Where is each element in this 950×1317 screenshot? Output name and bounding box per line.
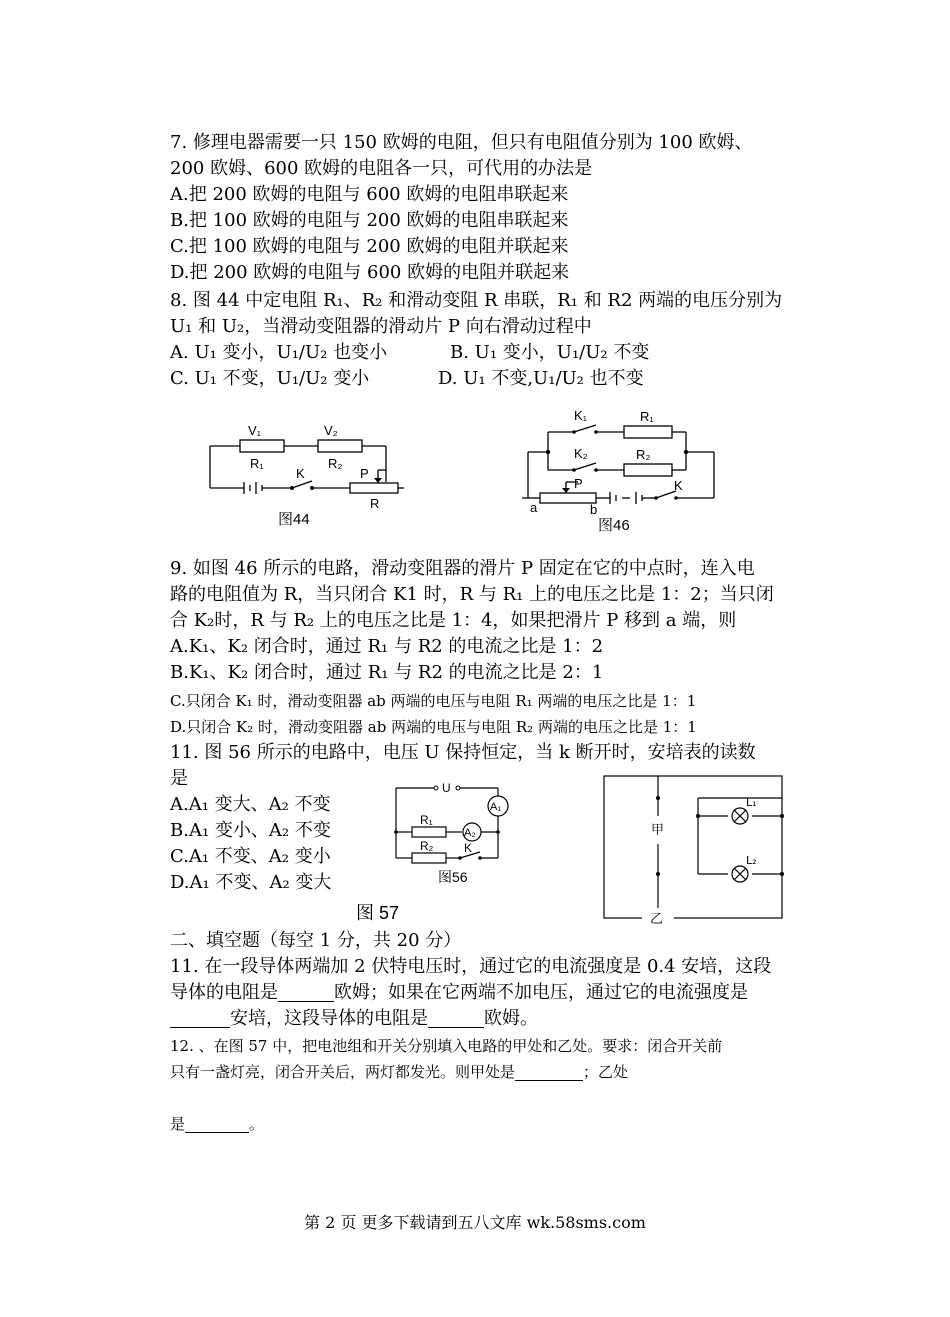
- q12-line2: [170, 1060, 628, 1084]
- fig46-r2-label: R₂: [636, 447, 651, 462]
- q11-fill-line1: 11. 在一段导体两端加 2 伏特电压时，通过它的电流强度是 0.4 安培，这段: [170, 956, 772, 977]
- q11-option-c: C.A₁ 不变、A₂ 变小: [170, 846, 331, 867]
- fig46-k-label: K: [674, 478, 683, 493]
- fig56-k-label: K: [464, 841, 473, 855]
- q11-option-d: D.A₁ 不变、A₂ 变大: [170, 872, 332, 893]
- fig46-caption: 图46: [598, 517, 630, 534]
- answer-blank-3[interactable]: [428, 1009, 484, 1028]
- q8-option-a: A. U₁ 变小，U₁/U₂ 也变小: [170, 342, 388, 363]
- q8-option-c: C. U₁ 不变，U₁/U₂ 变小: [170, 368, 370, 389]
- fig44-v2-label: V₂: [324, 423, 338, 438]
- fig56-r1-label: R₁: [420, 813, 433, 827]
- q9-option-d: D.只闭合 K₂ 时，滑动变阻器 ab 两端的电压与电阻 R₂ 两端的电压之比是 1：1: [170, 718, 697, 736]
- q7-option-b: B.把 100 欧姆的电阻与 200 欧姆的电阻串联起来: [170, 210, 569, 231]
- figure-57: [598, 770, 788, 924]
- section-2-heading: 二、填空题（每空 1 分，共 20 分）: [170, 930, 462, 951]
- q7-option-a: A.把 200 欧姆的电阻与 600 欧姆的电阻串联起来: [170, 184, 569, 205]
- fig57-caption: 图 57: [356, 903, 400, 923]
- answer-blank-1[interactable]: [278, 983, 334, 1002]
- answer-blank-jia[interactable]: [515, 1064, 583, 1081]
- fig44-p-label: P: [360, 466, 369, 481]
- q9-option-b: B.K₁、K₂ 闭合时，通过 R₁ 与 R2 的电流之比是 2：1: [170, 662, 604, 683]
- q8-stem-line1: 8. 图 44 中定电阻 R₁、R₂ 和滑动变阻 R 串联，R₁ 和 R2 两端的电压分别为: [170, 290, 783, 311]
- q11-stem-line1: 11. 图 56 所示的电路中，电压 U 保持恒定，当 k 断开时，安培表的读数: [170, 742, 756, 763]
- q7-option-c: C.把 100 欧姆的电阻与 200 欧姆的电阻并联起来: [170, 236, 569, 257]
- q11-fill-text-c: 安培，这段导体的电阻是: [230, 1008, 428, 1029]
- fig46-a-label: a: [530, 500, 538, 515]
- fig57-yi-label: 乙: [650, 912, 664, 924]
- q12-line1: 12. 、在图 57 中，把电池组和开关分别填入电路的甲处和乙处。要求：闭合开关前: [170, 1037, 723, 1055]
- figure-46: [518, 406, 728, 536]
- q7-stem-line2: 200 欧姆、600 欧姆的电阻各一只，可代用的办法是: [170, 158, 593, 179]
- q12-text-a: 只有一盏灯亮，闭合开关后，两灯都发光。则甲处是: [170, 1063, 516, 1081]
- q12-text-d: 。: [249, 1115, 265, 1133]
- q12-text-c: 是: [170, 1115, 186, 1133]
- q8-option-d: D. U₁ 不变,U₁/U₂ 也不变: [438, 368, 644, 389]
- q8-option-b: B. U₁ 变小，U₁/U₂ 不变: [450, 342, 650, 363]
- fig56-a2-label: A₂: [464, 827, 476, 839]
- q9-stem-line2: 路的电阻值为 R，当只闭合 K1 时，R 与 R₁ 上的电压之比是 1：2；当只闭: [170, 584, 774, 605]
- fig46-k2-label: K₂: [574, 446, 588, 461]
- q9-option-c: C.只闭合 K₁ 时，滑动变阻器 ab 两端的电压与电阻 R₁ 两端的电压之比是 1：1: [170, 692, 697, 710]
- q12-text-b: ；乙处: [583, 1063, 629, 1081]
- q9-stem-line1: 9. 如图 46 所示的电路，滑动变阻器的滑片 P 固定在它的中点时，连入电: [170, 558, 755, 579]
- q11-fill-text-a: 导体的电阻是: [170, 982, 278, 1003]
- answer-blank-2[interactable]: [170, 1009, 230, 1028]
- fig44-v1-label: V₁: [248, 423, 262, 438]
- fig46-k1-label: K₁: [574, 408, 588, 423]
- q11-fill-line3: [170, 1006, 538, 1032]
- fig56-caption: 图56: [438, 869, 468, 885]
- fig44-r2-label: R₂: [328, 456, 343, 471]
- answer-blank-yi[interactable]: [185, 1116, 249, 1133]
- fig46-b-label: b: [590, 502, 598, 517]
- q12-line3: [170, 1112, 264, 1136]
- q9-stem-line3: 合 K₂时，R 与 R₂ 上的电压之比是 1：4，如果把滑片 P 移到 a 端，则: [170, 610, 737, 631]
- figure-56: [384, 776, 514, 892]
- page-footer: 第 2 页 更多下载请到五八文库 wk.58sms.com: [304, 1213, 646, 1232]
- fig44-r-label: R: [370, 496, 380, 511]
- q7-option-d: D.把 200 欧姆的电阻与 600 欧姆的电阻并联起来: [170, 262, 570, 283]
- fig57-jia-label: 甲: [651, 823, 665, 838]
- fig46-p-label: P: [574, 476, 583, 491]
- fig56-u-label: U: [442, 781, 451, 795]
- fig57-l1-label: L₁: [746, 796, 757, 809]
- q11-fill-text-d: 欧姆。: [484, 1008, 538, 1029]
- q11-fill-line2: [170, 980, 748, 1006]
- figure-44: [200, 412, 410, 534]
- q11-option-b: B.A₁ 变小、A₂ 不变: [170, 820, 331, 841]
- fig44-r1-label: R₁: [250, 456, 264, 471]
- fig44-caption: 图44: [278, 511, 310, 528]
- fig56-r2-label: R₂: [420, 839, 434, 853]
- q8-stem-line2: U₁ 和 U₂，当滑动变阻器的滑动片 P 向右滑动过程中: [170, 316, 592, 337]
- q9-option-a: A.K₁、K₂ 闭合时，通过 R₁ 与 R2 的电流之比是 1：2: [170, 636, 604, 657]
- q11-stem-line2: 是: [170, 768, 188, 789]
- fig57-l2-label: L₂: [746, 854, 757, 867]
- q11-option-a: A.A₁ 变大、A₂ 不变: [170, 794, 331, 815]
- fig44-k-label: K: [296, 466, 305, 481]
- q11-fill-text-b: 欧姆；如果在它两端不加电压，通过它的电流强度是: [334, 982, 748, 1003]
- fig56-a1-label: A₁: [490, 801, 502, 813]
- q7-stem-line1: 7. 修理电器需要一只 150 欧姆的电阻，但只有电阻值分别为 100 欧姆、: [170, 132, 753, 153]
- fig46-r1-label: R₁: [640, 409, 654, 424]
